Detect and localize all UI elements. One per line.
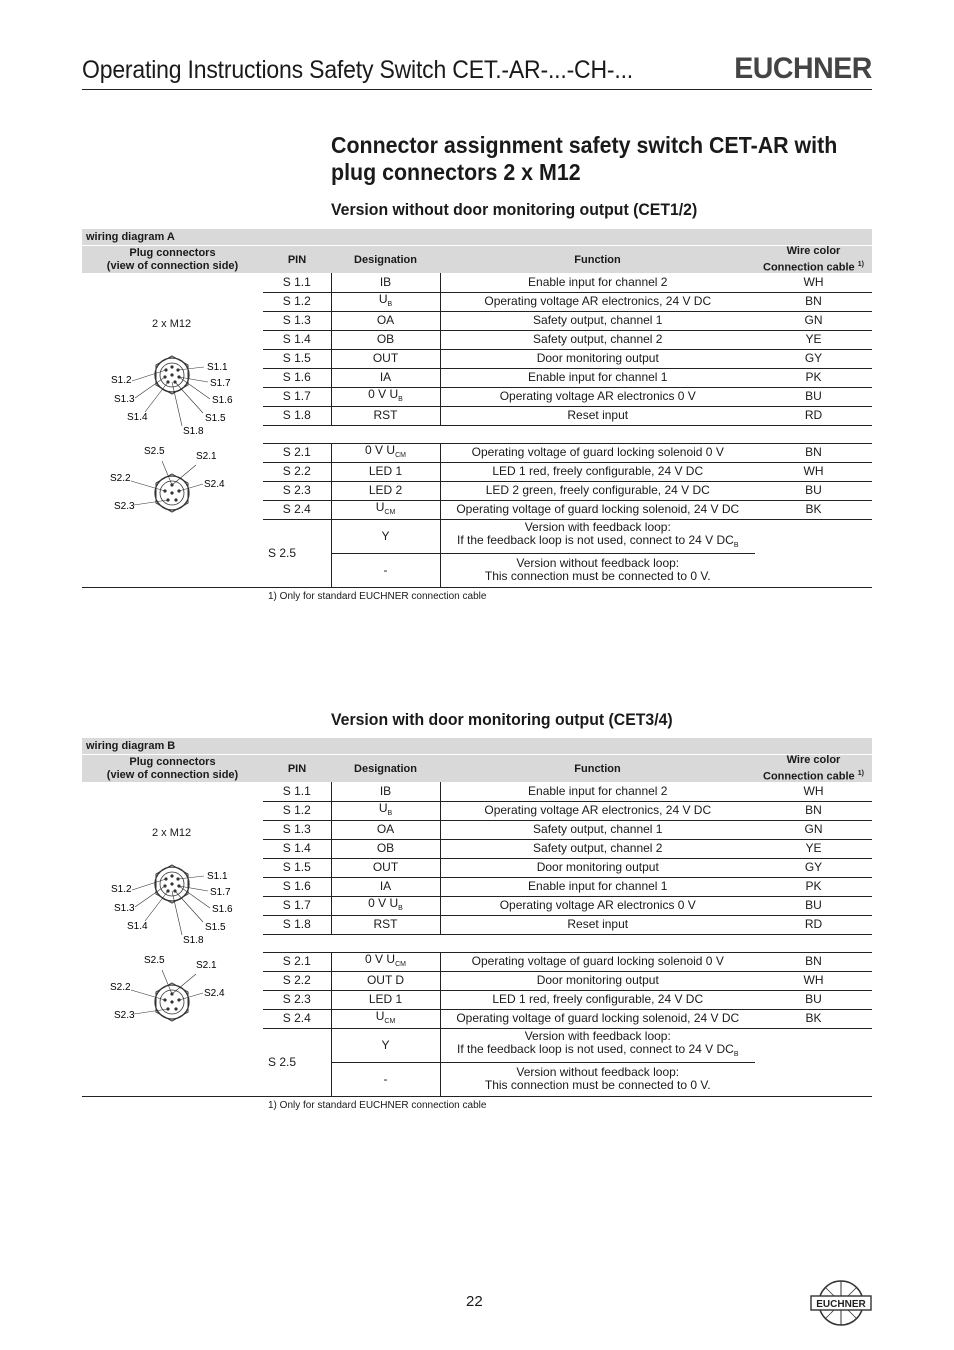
cell-designation: IA <box>331 877 440 896</box>
cell-function: Door monitoring output <box>440 858 755 877</box>
cell-designation: OUT <box>331 858 440 877</box>
cell-designation: IA <box>331 368 440 387</box>
cell-function: Operating voltage of guard locking solenoid 0 V <box>440 952 755 971</box>
cell-designation: OUT D <box>331 971 440 990</box>
table-row <box>263 915 872 934</box>
cell-pin: S 2.5 <box>268 1054 297 1069</box>
pin-label: S1.1 <box>207 871 228 882</box>
connector-diagram <box>82 782 263 1097</box>
euchner-footer-logo-icon <box>808 1278 874 1328</box>
table-row <box>263 462 872 481</box>
cell-pin: S 1.3 <box>263 311 331 330</box>
table-row <box>263 858 872 877</box>
cell-function: Door monitoring output <box>440 971 755 990</box>
cell-wire-color: WH <box>755 462 872 481</box>
cell-wire-color: RD <box>755 406 872 425</box>
designation-subscript: B <box>398 904 403 912</box>
table-row <box>263 801 872 820</box>
cell-wire-color: PK <box>755 368 872 387</box>
diagram-label: wiring diagram B <box>82 738 872 754</box>
cell-function: Operating voltage of guard locking solenoid, 24 V DC <box>440 500 755 519</box>
pin-label: S1.4 <box>127 412 148 423</box>
col-pin: PIN <box>287 762 307 775</box>
connector-s2-icon <box>131 461 203 512</box>
table-row <box>263 368 872 387</box>
pin-label: S2.2 <box>110 473 131 484</box>
table-row <box>263 443 872 462</box>
cell-function: Operating voltage of guard locking solenoid 0 V <box>440 443 755 462</box>
cell-designation: LED 1 <box>331 462 440 481</box>
cell-wire-color: GN <box>755 820 872 839</box>
cell-pin: S 2.1 <box>263 952 331 971</box>
diagram-label: wiring diagram A <box>82 229 872 245</box>
cell-function: Safety output, channel 1 <box>440 820 755 839</box>
brand-logo: EUCHNER <box>734 52 872 85</box>
cell-pin: S 1.8 <box>263 915 331 934</box>
footnote: 1) Only for standard EUCHNER connection cable <box>268 591 487 602</box>
cell-wire-color <box>755 519 872 553</box>
cell-wire-color: GN <box>755 311 872 330</box>
table-row <box>263 1062 872 1096</box>
table-row <box>263 349 872 368</box>
designation-subscript: CM <box>395 451 406 459</box>
footnote: 1) Only for standard EUCHNER connection cable <box>268 1100 487 1111</box>
m12-connector-drawing <box>82 333 263 573</box>
pin-label: S1.6 <box>212 904 233 915</box>
cell-wire-color: WH <box>755 273 872 292</box>
designation-subscript: CM <box>384 508 396 516</box>
table-row <box>263 406 872 425</box>
cell-wire-color <box>755 1028 872 1062</box>
table-row <box>263 519 872 553</box>
pin-assignment-grid <box>263 782 872 1096</box>
cell-function: LED 1 red, freely configurable, 24 V DC <box>440 462 755 481</box>
cell-function: LED 2 green, freely configurable, 24 V DC <box>440 481 755 500</box>
pin-label: S2.1 <box>196 960 217 971</box>
document-title: Operating Instructions Safety Switch CET.-AR-...-CH-... <box>82 56 633 84</box>
table-row <box>263 273 872 292</box>
cell-function: Safety output, channel 1 <box>440 311 755 330</box>
cell-wire-color: WH <box>755 971 872 990</box>
cell-wire-color: GY <box>755 858 872 877</box>
cell-function: Operating voltage AR electronics 0 V <box>440 387 755 406</box>
col-pin: PIN <box>287 253 307 266</box>
table-row <box>263 877 872 896</box>
cell-wire-color <box>755 1062 872 1096</box>
group-separator-row <box>263 425 872 443</box>
cell-wire-color: BU <box>755 896 872 915</box>
pin-label: S2.5 <box>144 446 165 457</box>
cell-designation: OB <box>331 330 440 349</box>
cell-function: Version with feedback loop: If the feedback loop is not used, connect to 24 V $DC_B$ <box>440 519 755 553</box>
cell-pin: S 1.6 <box>263 368 331 387</box>
cell-designation: Y <box>331 1028 440 1062</box>
col-designation: Designation <box>354 762 417 775</box>
cell-wire-color <box>755 553 872 587</box>
table-row <box>263 553 872 587</box>
cell-designation: IB <box>331 782 440 801</box>
cell-wire-color: RD <box>755 915 872 934</box>
page-header <box>82 52 872 90</box>
pin-label: S1.7 <box>210 887 231 898</box>
cell-pin: S 1.3 <box>263 820 331 839</box>
wiring-table <box>82 738 872 1111</box>
cell-pin: S 1.7 <box>263 387 331 406</box>
cell-function: Safety output, channel 2 <box>440 839 755 858</box>
table-row <box>263 292 872 311</box>
cell-function: LED 1 red, freely configurable, 24 V DC <box>440 990 755 1009</box>
pin-label: S2.2 <box>110 982 131 993</box>
pin-label: S2.5 <box>144 955 165 966</box>
table-row <box>263 839 872 858</box>
cell-wire-color: PK <box>755 877 872 896</box>
cell-designation: OB <box>331 839 440 858</box>
cell-designation: 0 V $U_B$ <box>331 387 440 406</box>
cell-wire-color: YE <box>755 839 872 858</box>
connector-diagram <box>82 273 263 588</box>
cell-function: Operating voltage of guard locking solenoid, 24 V DC <box>440 1009 755 1028</box>
pin-label: S1.7 <box>210 378 231 389</box>
cell-pin: S 1.1 <box>263 273 331 292</box>
cell-designation: IB <box>331 273 440 292</box>
svg-text:EUCHNER: EUCHNER <box>816 1299 866 1310</box>
table-row <box>263 500 872 519</box>
designation-subscript: B <box>387 809 393 817</box>
cell-function: Enable input for channel 2 <box>440 782 755 801</box>
cell-designation: 0 V $U_{CM}$ <box>331 443 440 462</box>
cell-designation: OA <box>331 820 440 839</box>
cell-wire-color: BK <box>755 1009 872 1028</box>
pin-label: S2.3 <box>114 501 135 512</box>
cell-wire-color: WH <box>755 782 872 801</box>
cell-designation: - <box>331 1062 440 1096</box>
col-plug-connectors: Plug connectors (view of connection side) <box>106 756 239 781</box>
table-body <box>82 782 872 1097</box>
cell-wire-color: YE <box>755 330 872 349</box>
table-row <box>263 387 872 406</box>
section-heading-line2: plug connectors 2 x M12 <box>331 159 581 185</box>
cell-designation: OUT <box>331 349 440 368</box>
col-plug-connectors: Plug connectors (view of connection side) <box>106 247 239 272</box>
designation-subscript: B <box>387 300 393 308</box>
pin-label: S1.8 <box>183 935 204 946</box>
cell-pin: S 2.3 <box>263 990 331 1009</box>
cell-pin: S 1.6 <box>263 877 331 896</box>
cell-function: Door monitoring output <box>440 349 755 368</box>
cell-function: Reset input <box>440 915 755 934</box>
cell-pin: S 1.4 <box>263 330 331 349</box>
cell-function: Operating voltage AR electronics, 24 V DC <box>440 292 755 311</box>
section-heading <box>331 132 837 186</box>
cell-designation: $U_B$ <box>331 292 440 311</box>
designation-subscript: CM <box>395 960 406 968</box>
pin-label: S1.1 <box>207 362 228 373</box>
table-row <box>263 896 872 915</box>
pin-assignment-grid <box>263 273 872 587</box>
table-row <box>263 990 872 1009</box>
cell-designation: $U_{CM}$ <box>331 1009 440 1028</box>
pin-label: S1.2 <box>111 884 132 895</box>
table-a-title: Version without door monitoring output (CET1/2) <box>331 200 698 219</box>
cell-designation: $U_B$ <box>331 801 440 820</box>
cell-pin: S 1.5 <box>263 349 331 368</box>
cell-function: Operating voltage AR electronics, 24 V DC <box>440 801 755 820</box>
pin-label: S1.6 <box>212 395 233 406</box>
pin-label: S1.4 <box>127 921 148 932</box>
cell-wire-color: BN <box>755 952 872 971</box>
cell-designation: RST <box>331 915 440 934</box>
cell-pin: S 1.2 <box>263 801 331 820</box>
pin-label: S1.3 <box>114 903 135 914</box>
pin-label: S1.3 <box>114 394 135 405</box>
table-row <box>263 1009 872 1028</box>
cell-designation: 0 V $U_B$ <box>331 896 440 915</box>
cell-pin: S 1.2 <box>263 292 331 311</box>
connector-type-label: 2 x M12 <box>152 318 192 330</box>
col-function: Function <box>574 253 621 266</box>
cell-function: Enable input for channel 2 <box>440 273 755 292</box>
cell-designation: - <box>331 553 440 587</box>
col-wire-color: Wire color Connection cable $^{1)}$ <box>763 245 864 274</box>
table-row <box>263 971 872 990</box>
cell-designation: LED 2 <box>331 481 440 500</box>
cell-designation: 0 V $U_{CM}$ <box>331 952 440 971</box>
cell-function: Reset input <box>440 406 755 425</box>
cell-pin: S 2.1 <box>263 443 331 462</box>
table-b-title: Version with door monitoring output (CET3/4) <box>331 710 673 729</box>
pin-label: S2.3 <box>114 1010 135 1021</box>
pin-label: S1.5 <box>205 413 226 424</box>
cell-pin: S 2.3 <box>263 481 331 500</box>
cell-designation: $U_{CM}$ <box>331 500 440 519</box>
table-row <box>263 330 872 349</box>
column-header-row <box>82 754 872 782</box>
cell-designation: RST <box>331 406 440 425</box>
cell-wire-color: BN <box>755 443 872 462</box>
table-row <box>263 782 872 801</box>
pin-label: S1.2 <box>111 375 132 386</box>
cell-wire-color: BN <box>755 292 872 311</box>
cell-designation: Y <box>331 519 440 553</box>
cell-pin: S 1.8 <box>263 406 331 425</box>
pin-label: S2.4 <box>204 988 225 999</box>
pin-label: S2.4 <box>204 479 225 490</box>
table-row <box>263 820 872 839</box>
cell-wire-color: BU <box>755 990 872 1009</box>
col-function: Function <box>574 762 621 775</box>
section-heading-line1: Connector assignment safety switch CET-AR with <box>331 132 838 158</box>
pin-label: S1.8 <box>183 426 204 437</box>
cell-wire-color: BU <box>755 387 872 406</box>
m12-connector-drawing <box>82 842 263 1082</box>
cell-function: Operating voltage AR electronics 0 V <box>440 896 755 915</box>
connector-type-label: 2 x M12 <box>152 827 192 839</box>
designation-subscript: B <box>398 395 403 403</box>
cell-pin: S 2.4 <box>263 500 331 519</box>
page-number: 22 <box>466 1293 483 1310</box>
table-row <box>263 952 872 971</box>
cell-pin: S 2.2 <box>263 462 331 481</box>
col-designation: Designation <box>354 253 417 266</box>
cell-pin: S 1.5 <box>263 858 331 877</box>
cell-pin: S 2.2 <box>263 971 331 990</box>
cell-designation: LED 1 <box>331 990 440 1009</box>
group-separator-row <box>263 934 872 952</box>
table-row <box>263 481 872 500</box>
cell-pin: S 1.7 <box>263 896 331 915</box>
pin-label: S2.1 <box>196 451 217 462</box>
table-row <box>263 311 872 330</box>
cell-designation: OA <box>331 311 440 330</box>
cell-function: Safety output, channel 2 <box>440 330 755 349</box>
wiring-table <box>82 229 872 602</box>
cell-wire-color: BU <box>755 481 872 500</box>
cell-wire-color: GY <box>755 349 872 368</box>
cell-function: Version without feedback loop: This connection must be connected to 0 V. <box>484 1065 711 1093</box>
cell-function: Version with feedback loop: If the feedback loop is not used, connect to 24 V $DC_B$ <box>440 1028 755 1062</box>
cell-function: Version without feedback loop: This connection must be connected to 0 V. <box>484 556 711 584</box>
cell-function: Enable input for channel 1 <box>440 877 755 896</box>
pin-label: S1.5 <box>205 922 226 933</box>
table-row <box>263 1028 872 1062</box>
table-body <box>82 273 872 588</box>
cell-pin: S 1.4 <box>263 839 331 858</box>
cell-pin: S 2.4 <box>263 1009 331 1028</box>
cell-function: Enable input for channel 1 <box>440 368 755 387</box>
column-header-row <box>82 245 872 273</box>
cell-wire-color: BK <box>755 500 872 519</box>
designation-subscript: CM <box>384 1017 396 1025</box>
cell-pin: S 1.1 <box>263 782 331 801</box>
connector-s2-icon <box>131 970 203 1021</box>
cell-wire-color: BN <box>755 801 872 820</box>
col-wire-color: Wire color Connection cable $^{1)}$ <box>763 754 864 783</box>
cell-pin: S 2.5 <box>268 545 297 560</box>
